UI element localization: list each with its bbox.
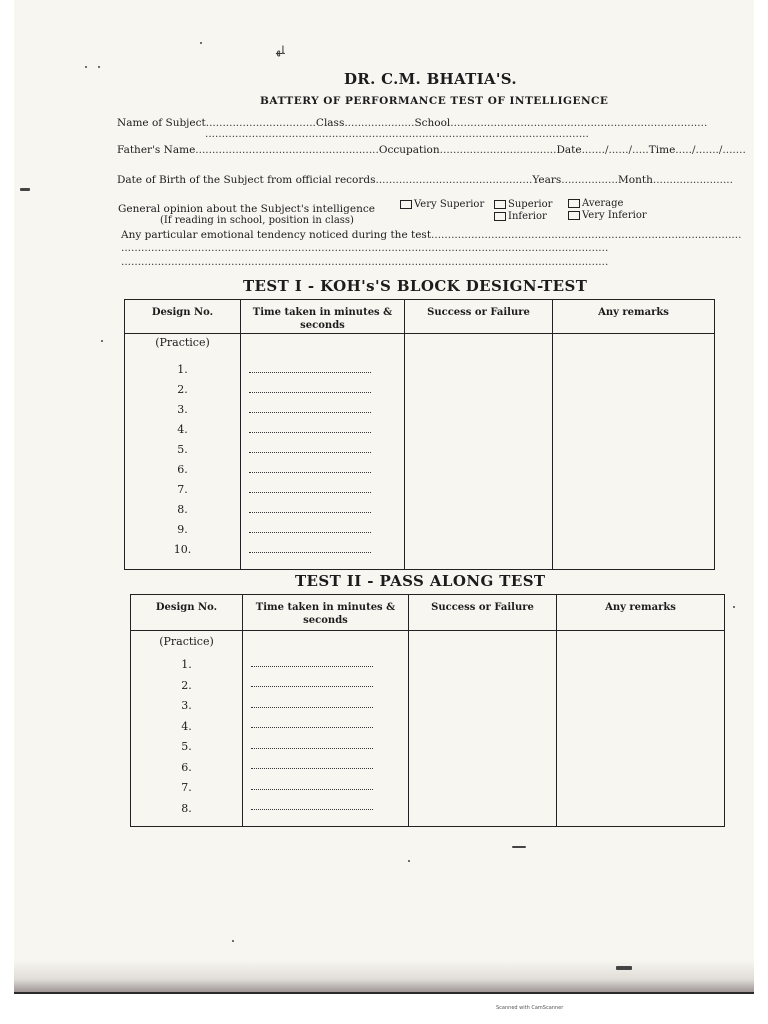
month-label: Month <box>618 174 653 186</box>
scanner-watermark: Scanned with CamScanner <box>496 1005 564 1011</box>
design-number: 8. <box>177 503 188 516</box>
handwritten-page-mark: ﻠﻬ <box>276 44 285 57</box>
page-edge <box>14 992 754 994</box>
scan-speck <box>200 42 202 44</box>
design-number: 4. <box>177 423 188 436</box>
opinion-label: General opinion about the Subject's intelligence <box>118 203 375 215</box>
emotional-field-row: Any particular emotional tendency noticed during the test............................................................................................. <box>121 229 742 241</box>
name-label: Name of Subject <box>117 117 206 129</box>
test1-col-remarks: Any remarks <box>553 300 715 334</box>
design-number: 4. <box>181 719 192 733</box>
time-entry-line[interactable] <box>249 532 371 533</box>
time-entry-line[interactable] <box>249 372 371 373</box>
design-number: 6. <box>177 463 188 476</box>
design-number: 6. <box>181 760 192 774</box>
time-entry-line[interactable] <box>251 727 373 728</box>
scan-speck <box>85 66 87 68</box>
emotional-label: Any particular emotional tendency noticed during the test <box>121 229 432 241</box>
scan-speck <box>408 860 410 862</box>
time-entry-line[interactable] <box>249 452 371 453</box>
test1-time-cell[interactable] <box>241 334 405 570</box>
test2-design-no-cell <box>131 631 243 827</box>
test1-table <box>124 299 715 570</box>
scan-speck <box>232 940 234 942</box>
design-number: 9. <box>177 523 188 536</box>
time-entry-line[interactable] <box>251 768 373 769</box>
dob-label: Date of Birth of the Subject from official records <box>117 174 376 186</box>
time-entry-line[interactable] <box>251 748 373 749</box>
test2-practice-label: (Practice) <box>159 635 214 648</box>
test2-remarks-cell[interactable] <box>557 631 725 827</box>
father-label: Father's Name <box>117 144 196 156</box>
design-number: 5. <box>181 740 192 753</box>
occupation-label: Occupation <box>378 144 440 156</box>
checkbox-very-inferior[interactable] <box>568 211 580 220</box>
test1-time-lines <box>241 358 404 558</box>
scan-mark <box>512 846 526 848</box>
test1-practice-label: (Practice) <box>155 336 210 349</box>
dob-field-row: Date of Birth of the Subject from official records...............................................Years.................Month........................ <box>117 174 733 186</box>
test1-col-success-failure: Success or Failure <box>405 300 553 334</box>
design-number: 3. <box>181 699 192 712</box>
time-entry-line[interactable] <box>249 552 371 553</box>
test1-result-cell[interactable] <box>405 334 553 570</box>
design-number: 7. <box>181 781 192 794</box>
checkbox-very-superior[interactable] <box>400 200 412 209</box>
rating-superior[interactable]: Superior <box>494 199 552 210</box>
design-number: 1. <box>177 363 188 376</box>
test2-time-lines <box>243 651 408 815</box>
time-entry-line[interactable] <box>251 789 373 790</box>
design-number: 7. <box>177 483 188 496</box>
time-entry-line[interactable] <box>251 809 373 810</box>
name-continuation-line: ................................................................................................................... <box>205 128 589 140</box>
scan-speck <box>733 606 735 608</box>
time-entry-line[interactable] <box>249 432 371 433</box>
design-number: 2. <box>177 383 188 396</box>
date-label: Date <box>556 144 582 156</box>
rating-very-inferior[interactable]: Very Inferior <box>568 210 647 221</box>
father-field-row: Father's Name.......................................................Occupation...................................Date......./....../.....Time...../......./....... <box>117 144 746 156</box>
design-number: 10. <box>173 543 192 556</box>
checkbox-superior[interactable] <box>494 200 506 209</box>
test2-design-numbers <box>131 655 242 819</box>
time-entry-line[interactable] <box>249 492 371 493</box>
test2-col-remarks: Any remarks <box>557 595 725 631</box>
test2-col-design-no: Design No. <box>131 595 243 631</box>
class-label: Class <box>315 117 345 129</box>
years-label: Years <box>532 174 562 186</box>
time-entry-line[interactable] <box>251 666 373 667</box>
design-number: 1. <box>181 658 192 671</box>
name-field-row: Name of Subject.................................Class.....................School............................................................................. <box>117 117 708 129</box>
form-subtitle: BATTERY OF PERFORMANCE TEST OF INTELLIGENCE <box>260 95 609 107</box>
test2-heading: TEST II - PASS ALONG TEST <box>295 572 546 590</box>
test1-heading: TEST I - KOH's'S BLOCK DESIGN-TEST <box>243 277 588 295</box>
test2-col-time-taken: Time taken in minutes & seconds <box>243 595 409 631</box>
design-number: 2. <box>181 678 192 692</box>
time-entry-line[interactable] <box>251 707 373 708</box>
emotional-continuation-line-1: .................................................................................................................................................. <box>121 242 609 254</box>
design-number: 5. <box>177 443 188 456</box>
scan-speck <box>101 340 103 342</box>
scan-mark <box>616 966 632 970</box>
time-label: Time <box>648 144 676 156</box>
scan-mark <box>20 188 30 191</box>
test2-table <box>130 594 725 827</box>
checkbox-inferior[interactable] <box>494 212 506 221</box>
rating-very-superior[interactable]: Very Superior <box>400 199 484 210</box>
test2-result-cell[interactable] <box>409 631 557 827</box>
test1-col-design-no: Design No. <box>125 300 241 334</box>
rating-inferior[interactable]: Inferior <box>494 211 547 222</box>
design-number: 3. <box>177 403 188 416</box>
test1-design-numbers <box>125 360 240 560</box>
scan-shadow <box>14 960 754 992</box>
time-entry-line[interactable] <box>251 686 373 687</box>
rating-average[interactable]: Average <box>568 198 623 209</box>
checkbox-average[interactable] <box>568 199 580 208</box>
time-entry-line[interactable] <box>249 392 371 393</box>
time-entry-line[interactable] <box>249 472 371 473</box>
time-entry-line[interactable] <box>249 412 371 413</box>
test2-col-success-failure: Success or Failure <box>409 595 557 631</box>
test1-remarks-cell[interactable] <box>553 334 715 570</box>
test1-col-time-taken: Time taken in minutes & seconds <box>241 300 405 334</box>
form-title: DR. C.M. BHATIA'S. <box>344 70 517 88</box>
emotional-continuation-line-2: .................................................................................................................................................. <box>121 256 609 268</box>
scan-speck <box>98 66 100 68</box>
test1-design-no-cell <box>125 334 241 570</box>
school-label: School <box>414 117 451 129</box>
design-number: 8. <box>181 801 192 815</box>
opinion-note: (If reading in school, position in class) <box>160 215 354 226</box>
test2-time-cell[interactable] <box>243 631 409 827</box>
time-entry-line[interactable] <box>249 512 371 513</box>
